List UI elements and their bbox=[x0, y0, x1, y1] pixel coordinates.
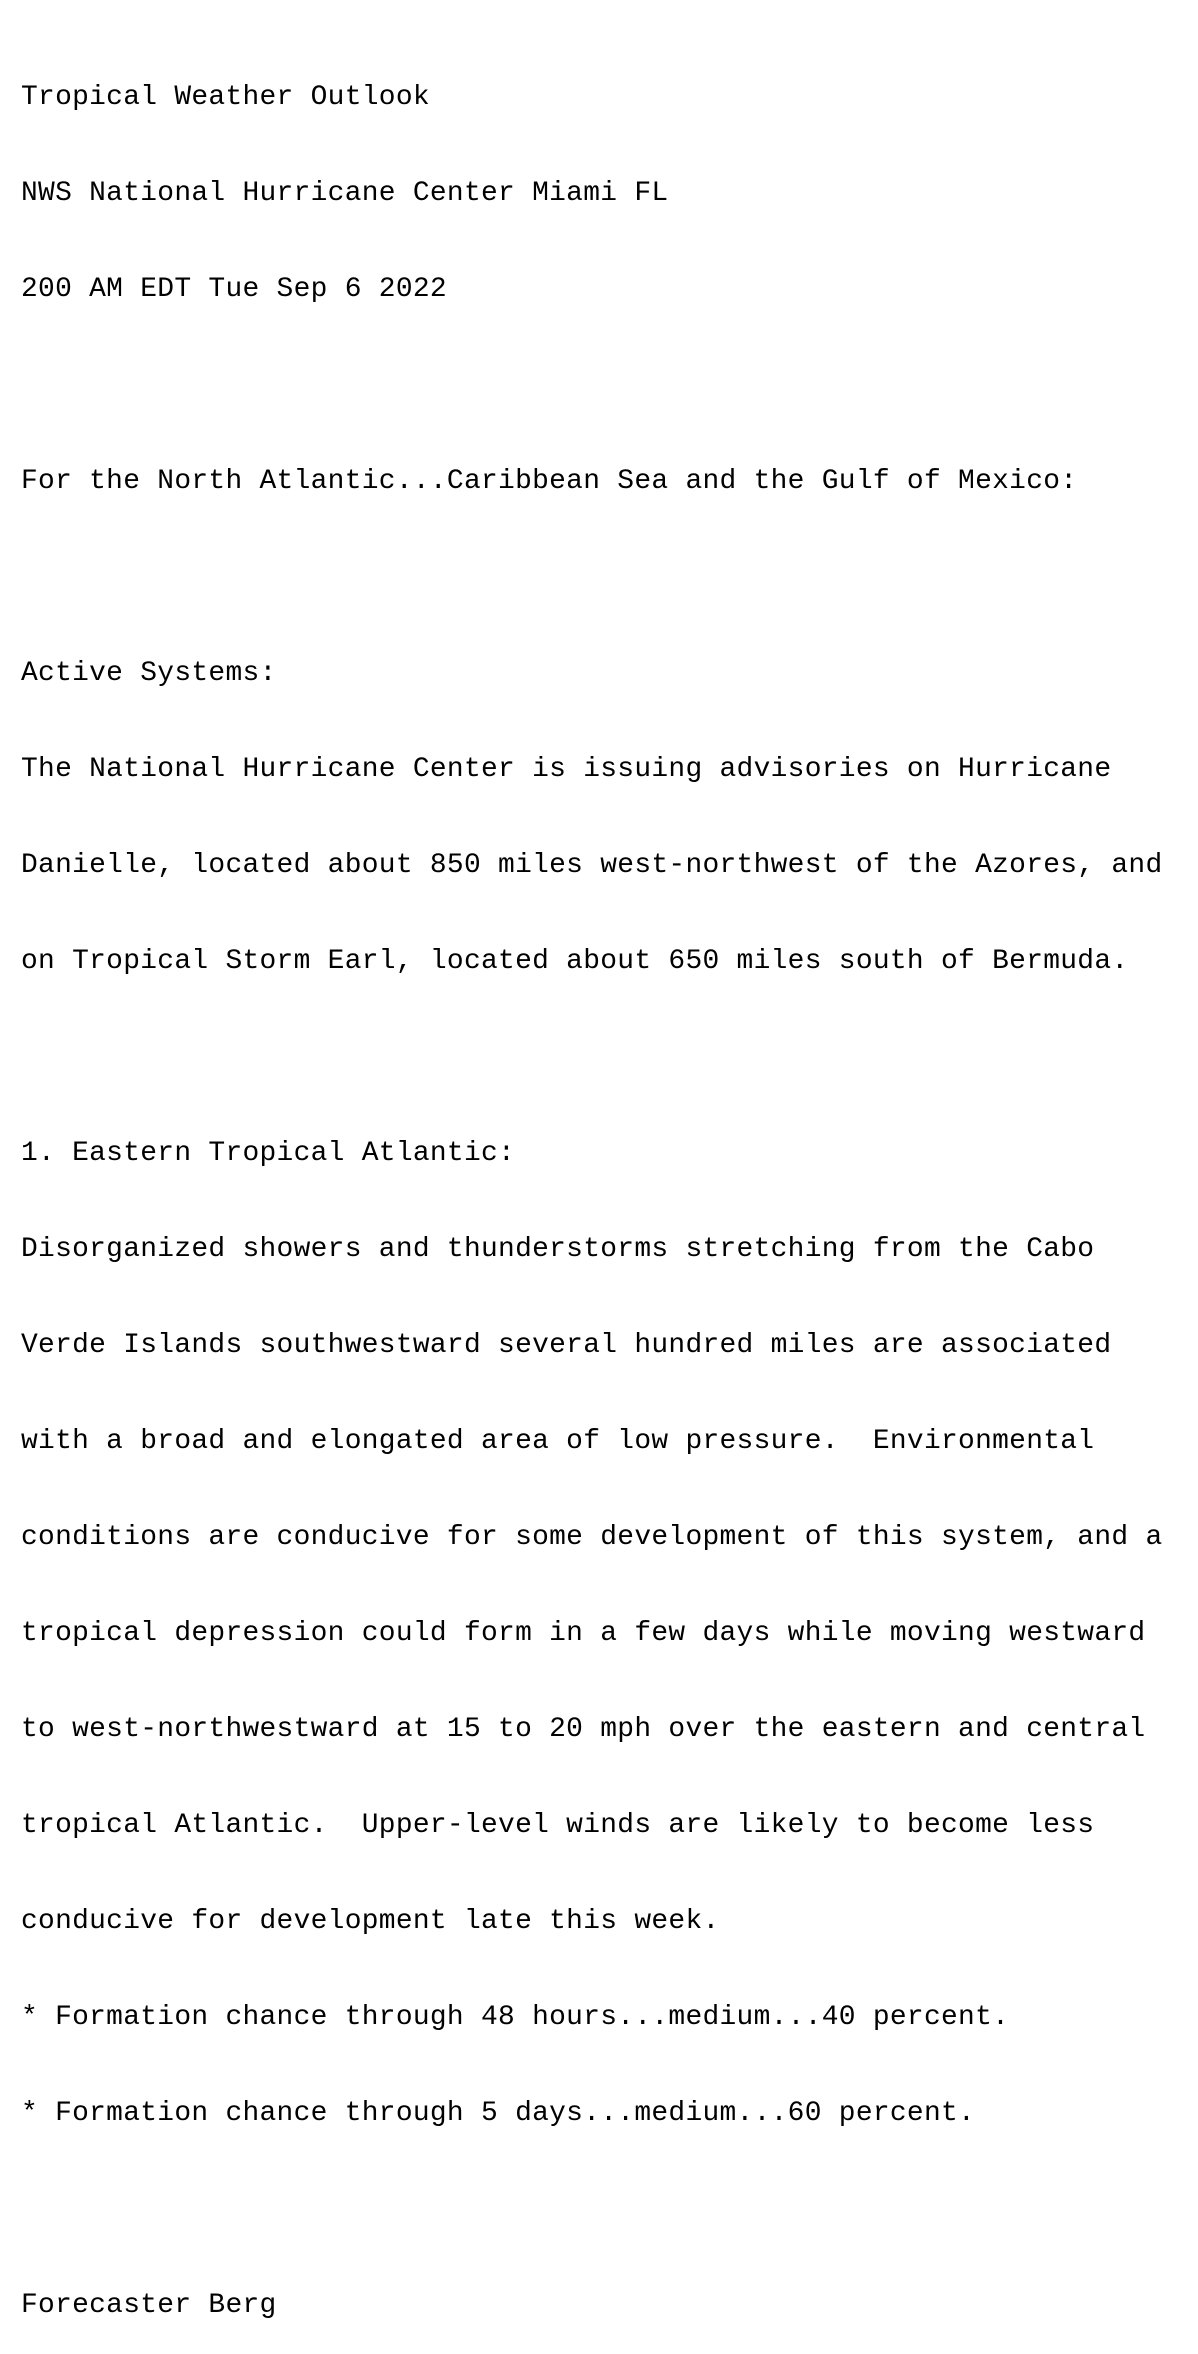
outlook-item-line: to west-northwestward at 15 to 20 mph over the eastern and central bbox=[21, 1714, 1146, 1745]
outlook-item-line: with a broad and elongated area of low pressure. Environmental bbox=[21, 1426, 1095, 1457]
coverage-area: For the North Atlantic...Caribbean Sea and the Gulf of Mexico: bbox=[21, 466, 1078, 497]
active-systems-line: The National Hurricane Center is issuing advisories on Hurricane bbox=[21, 754, 1112, 785]
forecaster-signature: Forecaster Berg bbox=[21, 2290, 277, 2321]
active-systems-line: Danielle, located about 850 miles west-northwest of the Azores, and bbox=[21, 850, 1163, 881]
spacer bbox=[21, 562, 1163, 594]
outlook-item-line: conditions are conducive for some development of this system, and a bbox=[21, 1522, 1163, 1553]
outlook-item-line: Verde Islands southwestward several hundred miles are associated bbox=[21, 1330, 1112, 1361]
outlook-item-line: Disorganized showers and thunderstorms stretching from the Cabo bbox=[21, 1234, 1095, 1265]
document-title: Tropical Weather Outlook bbox=[21, 82, 430, 113]
issuing-office: NWS National Hurricane Center Miami FL bbox=[21, 178, 669, 209]
outlook-item-line: tropical depression could form in a few days while moving westward bbox=[21, 1618, 1146, 1649]
spacer bbox=[21, 1042, 1163, 1074]
formation-chance-5d: * Formation chance through 5 days...medium...60 percent. bbox=[21, 2098, 976, 2129]
spacer bbox=[21, 370, 1163, 402]
formation-chance-48h: * Formation chance through 48 hours...medium...40 percent. bbox=[21, 2002, 1010, 2033]
active-systems-line: on Tropical Storm Earl, located about 650 miles south of Bermuda. bbox=[21, 946, 1129, 977]
active-systems-heading: Active Systems: bbox=[21, 658, 277, 689]
outlook-item-line: conducive for development late this week. bbox=[21, 1906, 720, 1937]
issue-time: 200 AM EDT Tue Sep 6 2022 bbox=[21, 274, 447, 305]
outlook-item-line: tropical Atlantic. Upper-level winds are likely to become less bbox=[21, 1810, 1095, 1841]
outlook-document bbox=[21, 18, 1163, 2354]
outlook-item-heading: 1. Eastern Tropical Atlantic: bbox=[21, 1138, 516, 1169]
spacer bbox=[21, 2194, 1163, 2226]
